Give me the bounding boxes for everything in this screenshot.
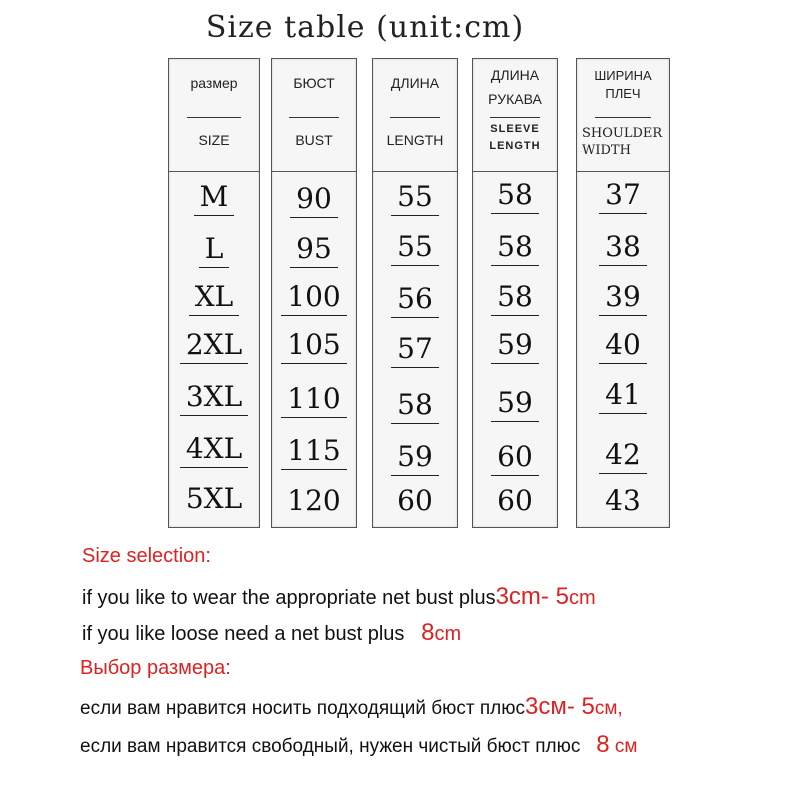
table-cell: 5XL	[185, 482, 243, 515]
header-ru: ДЛИНА РУКАВА	[488, 67, 542, 107]
table-cell: 56	[373, 277, 457, 321]
en-note-1-unit: cm	[568, 587, 596, 609]
ru-note-1: если вам нравится носить подходящий бюст плюс3см- 5см,	[80, 693, 623, 720]
ru-note-1-unit: см,	[594, 698, 623, 719]
ru-note-2-value: 8	[596, 731, 610, 758]
table-cell: 43	[605, 484, 641, 517]
table-cell: 58	[373, 383, 457, 427]
ru-note-1-value: 3см- 5	[525, 693, 595, 720]
column-header	[473, 59, 557, 172]
header-ru: размер	[190, 75, 238, 91]
table-cell: 59	[373, 435, 457, 479]
table-cell: 105	[272, 323, 356, 367]
header-en: BUST	[295, 132, 333, 148]
table-cell: 38	[577, 225, 669, 269]
en-note-1: if you like to wear the appropriate net bust plus3cm- 5cm	[82, 583, 596, 610]
table-cell: 2XL	[169, 323, 259, 367]
ru-note-2: если вам нравится свободный, нужен чистый бюст плюс 8 см	[80, 731, 638, 758]
header-en: SIZE	[198, 132, 230, 148]
table-cell: XL	[169, 275, 259, 319]
header-en: SLEEVE LENGTH	[489, 123, 541, 152]
en-note-2-value: 8	[421, 619, 435, 646]
table-cell: L	[169, 227, 259, 271]
ru-heading: Выбор размера:	[80, 657, 231, 679]
header-en: LENGTH	[386, 132, 444, 148]
table-cell: 59	[473, 381, 557, 425]
table-cell: 59	[473, 323, 557, 367]
table-cell: 4XL	[169, 427, 259, 471]
bust-column	[271, 58, 357, 528]
length-column	[372, 58, 458, 528]
table-cell: 115	[272, 429, 356, 473]
en-heading: Size selection:	[82, 545, 211, 567]
en-note-2: if you like loose need a net bust plus 8cm	[82, 619, 462, 646]
size-column	[168, 58, 260, 528]
en-note-1-value: 3cm- 5	[495, 583, 569, 610]
column-header	[272, 59, 356, 172]
table-cell: 60	[473, 435, 557, 479]
table-cell: 120	[287, 484, 341, 517]
table-cell: 100	[272, 275, 356, 319]
sleeve-length-column	[472, 58, 558, 528]
table-cell: 37	[577, 173, 669, 217]
table-cell: 42	[577, 433, 669, 477]
table-cell: 3XL	[169, 375, 259, 419]
table-cell: 95	[272, 227, 356, 271]
header-ru: ШИРИНА ПЛЕЧ	[594, 68, 652, 101]
table-cell: 55	[373, 225, 457, 269]
table-cell: 90	[272, 177, 356, 221]
column-header	[577, 59, 669, 172]
table-cell: 39	[577, 275, 669, 319]
table-title: Size table (unit:cm)	[205, 10, 525, 45]
header-ru: ДЛИНА	[390, 75, 440, 91]
table-cell: 110	[272, 377, 356, 421]
header-en: SHOULDER WIDTH	[582, 126, 663, 158]
table-cell: 41	[577, 373, 669, 417]
table-cell: 58	[473, 275, 557, 319]
column-header	[169, 59, 259, 172]
table-cell: 57	[373, 327, 457, 371]
ru-note-2-unit: см	[614, 736, 638, 757]
table-cell: 40	[577, 323, 669, 367]
table-cell: 60	[397, 484, 433, 517]
column-header	[373, 59, 457, 172]
table-cell: 58	[473, 225, 557, 269]
table-cell: 58	[473, 173, 557, 217]
en-note-2-unit: cm	[434, 623, 462, 645]
table-cell: M	[169, 175, 259, 219]
shoulder-width-column	[576, 58, 670, 528]
header-ru: БЮСТ	[293, 75, 335, 91]
table-cell: 60	[497, 484, 533, 517]
table-cell: 55	[373, 175, 457, 219]
